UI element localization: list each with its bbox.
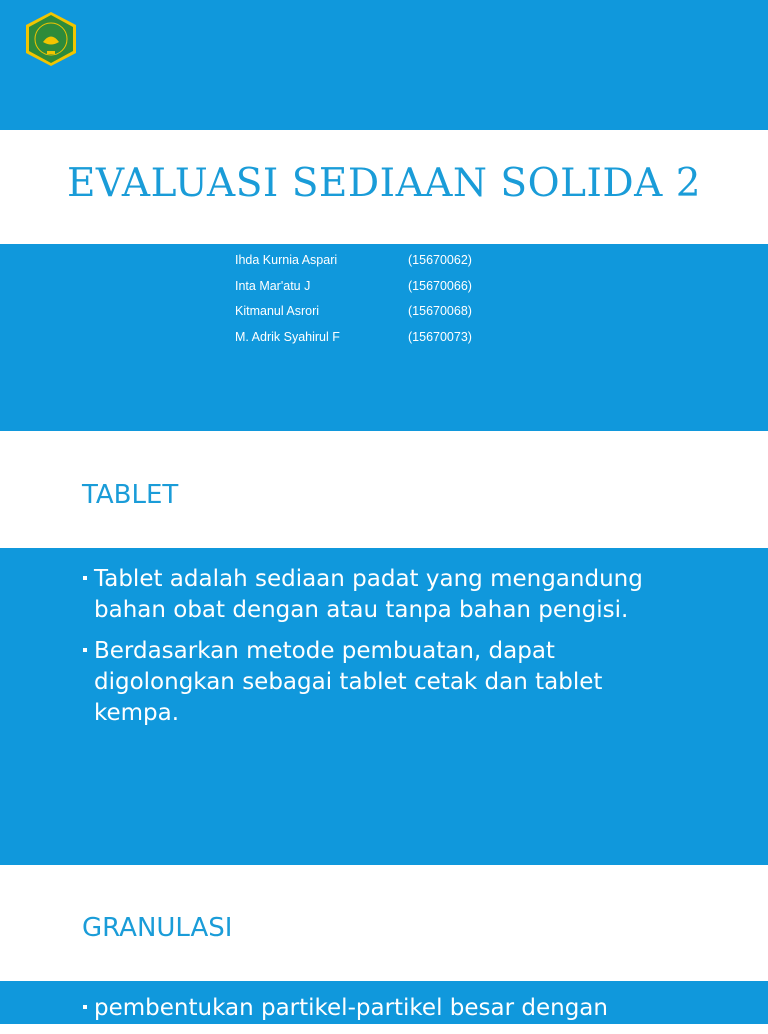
bullet-item [82, 564, 682, 626]
member-id: (15670073) [408, 330, 472, 345]
member-list [235, 253, 528, 356]
bullet-item [82, 993, 682, 1024]
bullet-text: Berdasarkan metode pembuatan, dapat digolongkan sebagai tablet cetak dan tablet kempa. [94, 638, 603, 726]
section-title-tablet: TABLET [82, 480, 179, 510]
bullet-text: Tablet adalah sediaan padat yang mengandung bahan obat dengan atau tanpa bahan pengisi. [94, 566, 643, 623]
university-logo [22, 11, 80, 67]
member-name: M. Adrik Syahirul F [235, 330, 340, 345]
slide-gap [0, 866, 768, 877]
slide3-content-band [0, 981, 768, 1024]
slide-title: EVALUASI SEDIAAN SOLIDA 2 [66, 161, 702, 206]
slide1-header-band [0, 0, 768, 130]
bullet-list [82, 993, 682, 1034]
bullet-item [82, 636, 682, 729]
member-id: (15670068) [408, 304, 472, 319]
slide3-title-band [0, 877, 768, 981]
member-id: (15670066) [408, 278, 472, 293]
member-name: Inta Mar'atu J [235, 278, 311, 293]
bullet-list [82, 564, 682, 739]
member-name: Kitmanul Asrori [235, 304, 320, 319]
section-title-granulasi: GRANULASI [82, 913, 233, 943]
member-row [235, 279, 528, 305]
member-row [235, 253, 528, 279]
bullet-marker [83, 576, 87, 580]
member-id: (15670062) [408, 253, 472, 267]
slide2-title-band [0, 444, 768, 548]
bullet-marker [83, 648, 87, 652]
member-name: Ihda Kurnia Aspari [235, 253, 338, 267]
member-row [235, 330, 528, 356]
member-row [235, 304, 528, 330]
bullet-marker [83, 1005, 87, 1009]
slide-gap [0, 433, 768, 444]
bullet-text: pembentukan partikel-partikel besar dengan [94, 995, 608, 1021]
slide2-content-band [0, 548, 768, 866]
